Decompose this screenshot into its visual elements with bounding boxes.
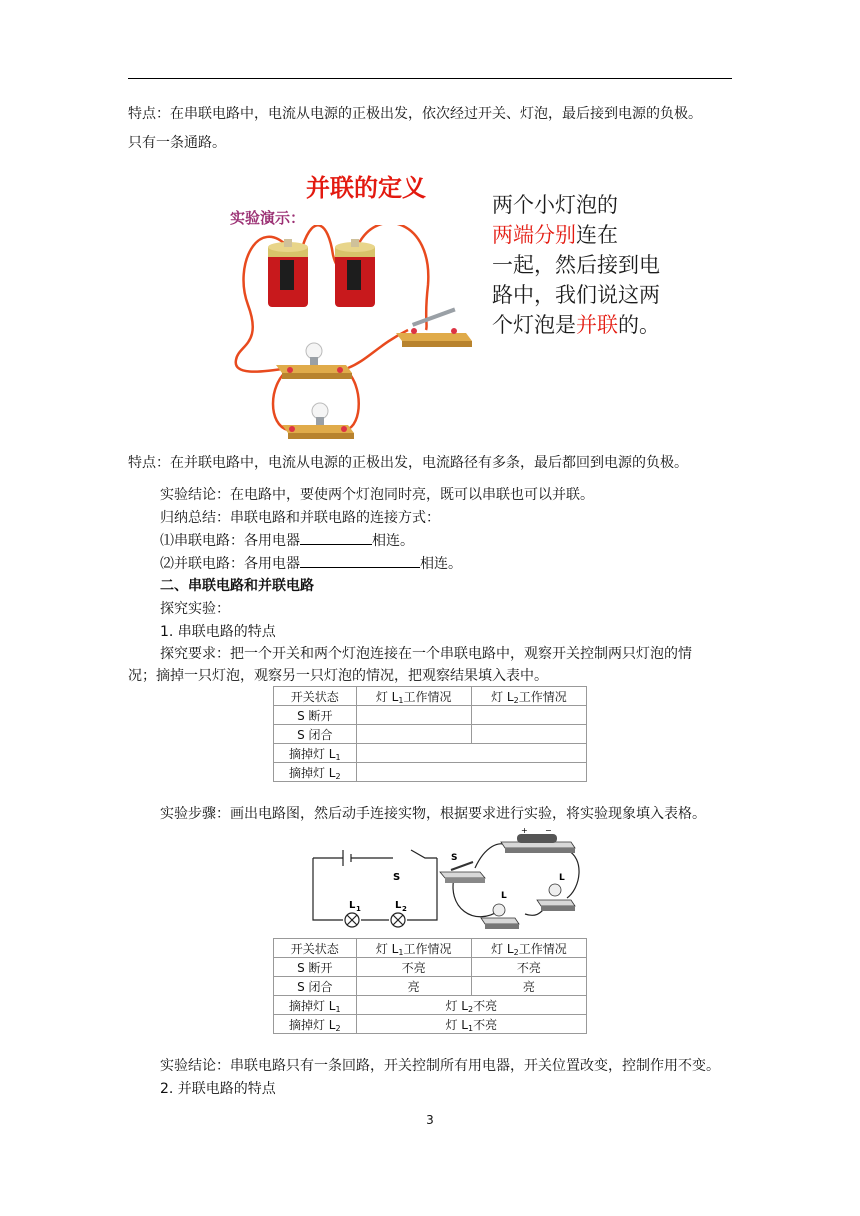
table-row bbox=[274, 744, 587, 763]
lamp2-label: L bbox=[395, 900, 402, 911]
table-header: 灯 $L_2$工作情况 bbox=[471, 939, 586, 958]
table-row bbox=[274, 1015, 587, 1034]
battery-1-icon bbox=[268, 239, 308, 307]
table-cell: S 闭合 bbox=[274, 725, 357, 744]
switch-icon bbox=[396, 308, 472, 347]
conclusion-1: 实验结论：在电路中，要使两个灯泡同时亮，既可以串联也可以并联。 bbox=[160, 487, 594, 503]
series-circuit-photo bbox=[440, 828, 579, 929]
table-cell: 亮 bbox=[471, 977, 586, 996]
section-heading: 二、串联电路和并联电路 bbox=[160, 578, 314, 594]
plus-sign: + bbox=[521, 828, 528, 835]
conclusion-2: 实验结论：串联电路只有一条回路，开关控制所有用电器，开关位置改变，控制作用不变。 bbox=[160, 1058, 720, 1074]
table-row bbox=[274, 706, 587, 725]
parallel-connection-item: ⑵并联电路：各用电器 相连。 bbox=[160, 553, 462, 574]
series-connection-item: ⑴串联电路：各用电器 相连。 bbox=[160, 530, 414, 551]
table-header: 灯 $L_1$工作情况 bbox=[356, 687, 471, 706]
series-feature-line1: 特点：在串联电路中，电流从电源的正极出发，依次经过开关、灯泡，最后接到电源的负极。 bbox=[128, 106, 702, 122]
summary-line: 归纳总结：串联电路和并联电路的连接方式： bbox=[160, 510, 440, 526]
svg-text:2: 2 bbox=[402, 905, 407, 913]
table-cell: 摘掉灯 $L_2$ bbox=[274, 763, 357, 782]
table-cell: 摘掉灯 $L_1$ bbox=[274, 744, 357, 763]
blank-2[interactable] bbox=[300, 553, 420, 568]
switch-icon bbox=[440, 862, 485, 883]
parallel-circuit-photo bbox=[228, 225, 488, 445]
slide-description: 两个小灯泡的 两端分别连在 一起，然后接到电路中，我们说这两个灯泡是并联的。 bbox=[492, 193, 660, 337]
table-header: 灯 $L_1$工作情况 bbox=[356, 939, 471, 958]
table-header: 开关状态 bbox=[274, 687, 357, 706]
series-feature-line2: 只有一条通路。 bbox=[128, 135, 226, 151]
table-cell: 亮 bbox=[356, 977, 471, 996]
table-cell-blank[interactable] bbox=[356, 706, 471, 725]
battery-2-icon bbox=[335, 239, 375, 307]
slide-subtitle: 实验演示： bbox=[230, 209, 306, 227]
page-number: 3 bbox=[426, 1113, 434, 1127]
observation-table-filled bbox=[273, 938, 587, 1034]
table-row bbox=[274, 996, 587, 1015]
table-cell-blank[interactable] bbox=[356, 725, 471, 744]
table-cell-blank[interactable] bbox=[356, 763, 586, 782]
table-cell: 不亮 bbox=[471, 958, 586, 977]
subsection-2: 2. 并联电路的特点 bbox=[160, 1081, 276, 1097]
table-row bbox=[274, 687, 587, 706]
photo-lamp2-label: L bbox=[559, 873, 565, 883]
blank-1[interactable] bbox=[300, 530, 372, 545]
table-cell: S 断开 bbox=[274, 958, 357, 977]
table-cell: S 闭合 bbox=[274, 977, 357, 996]
table-header: 灯 $L_2$工作情况 bbox=[471, 687, 586, 706]
lamp-2-icon bbox=[537, 884, 575, 911]
subsection-1: 1. 串联电路的特点 bbox=[160, 624, 276, 640]
table-row bbox=[274, 939, 587, 958]
slide-title: 并联的定义 bbox=[306, 174, 426, 202]
table-cell-blank[interactable] bbox=[471, 706, 586, 725]
switch-label: S bbox=[393, 872, 401, 883]
minus-sign: − bbox=[545, 828, 552, 835]
table-cell: 摘掉灯 $L_2$ bbox=[274, 1015, 357, 1034]
experiment-steps: 实验步骤：画出电路图，然后动手连接实物，根据要求进行实验，将实验现象填入表格。 bbox=[160, 806, 706, 822]
requirement-line1: 探究要求：把一个开关和两个灯泡连接在一个串联电路中，观察开关控制两只灯泡的情 bbox=[160, 646, 692, 662]
table-cell-blank[interactable] bbox=[356, 744, 586, 763]
lamp1-label: L bbox=[349, 900, 356, 911]
observation-table-empty bbox=[273, 686, 587, 782]
table-cell: 不亮 bbox=[356, 958, 471, 977]
photo-switch-label: S bbox=[451, 853, 458, 863]
table-cell: 灯 $L_2$不亮 bbox=[356, 996, 586, 1015]
bulb-board-1-icon bbox=[276, 343, 352, 379]
table-row bbox=[274, 977, 587, 996]
photo-lamp1-label: L bbox=[501, 891, 507, 901]
table-row bbox=[274, 725, 587, 744]
explore-label: 探究实验： bbox=[160, 601, 230, 617]
table-cell-blank[interactable] bbox=[471, 725, 586, 744]
requirement-line2: 况；摘掉一只灯泡，观察另一只灯泡的情况，把观察结果填入表中。 bbox=[128, 668, 548, 684]
bulb-board-2-icon bbox=[282, 403, 354, 439]
table-cell: 摘掉灯 $L_1$ bbox=[274, 996, 357, 1015]
table-header: 开关状态 bbox=[274, 939, 357, 958]
series-circuit-diagram bbox=[305, 828, 585, 936]
header-rule bbox=[128, 78, 732, 79]
battery-holder-icon bbox=[501, 834, 575, 853]
table-row bbox=[274, 763, 587, 782]
table-cell: 灯 $L_1$不亮 bbox=[356, 1015, 586, 1034]
svg-text:1: 1 bbox=[356, 905, 361, 913]
table-cell: S 断开 bbox=[274, 706, 357, 725]
parallel-feature-note: 特点：在并联电路中，电流从电源的正极出发，电流路径有多条，最后都回到电源的负极。 bbox=[128, 455, 688, 471]
table-row bbox=[274, 958, 587, 977]
